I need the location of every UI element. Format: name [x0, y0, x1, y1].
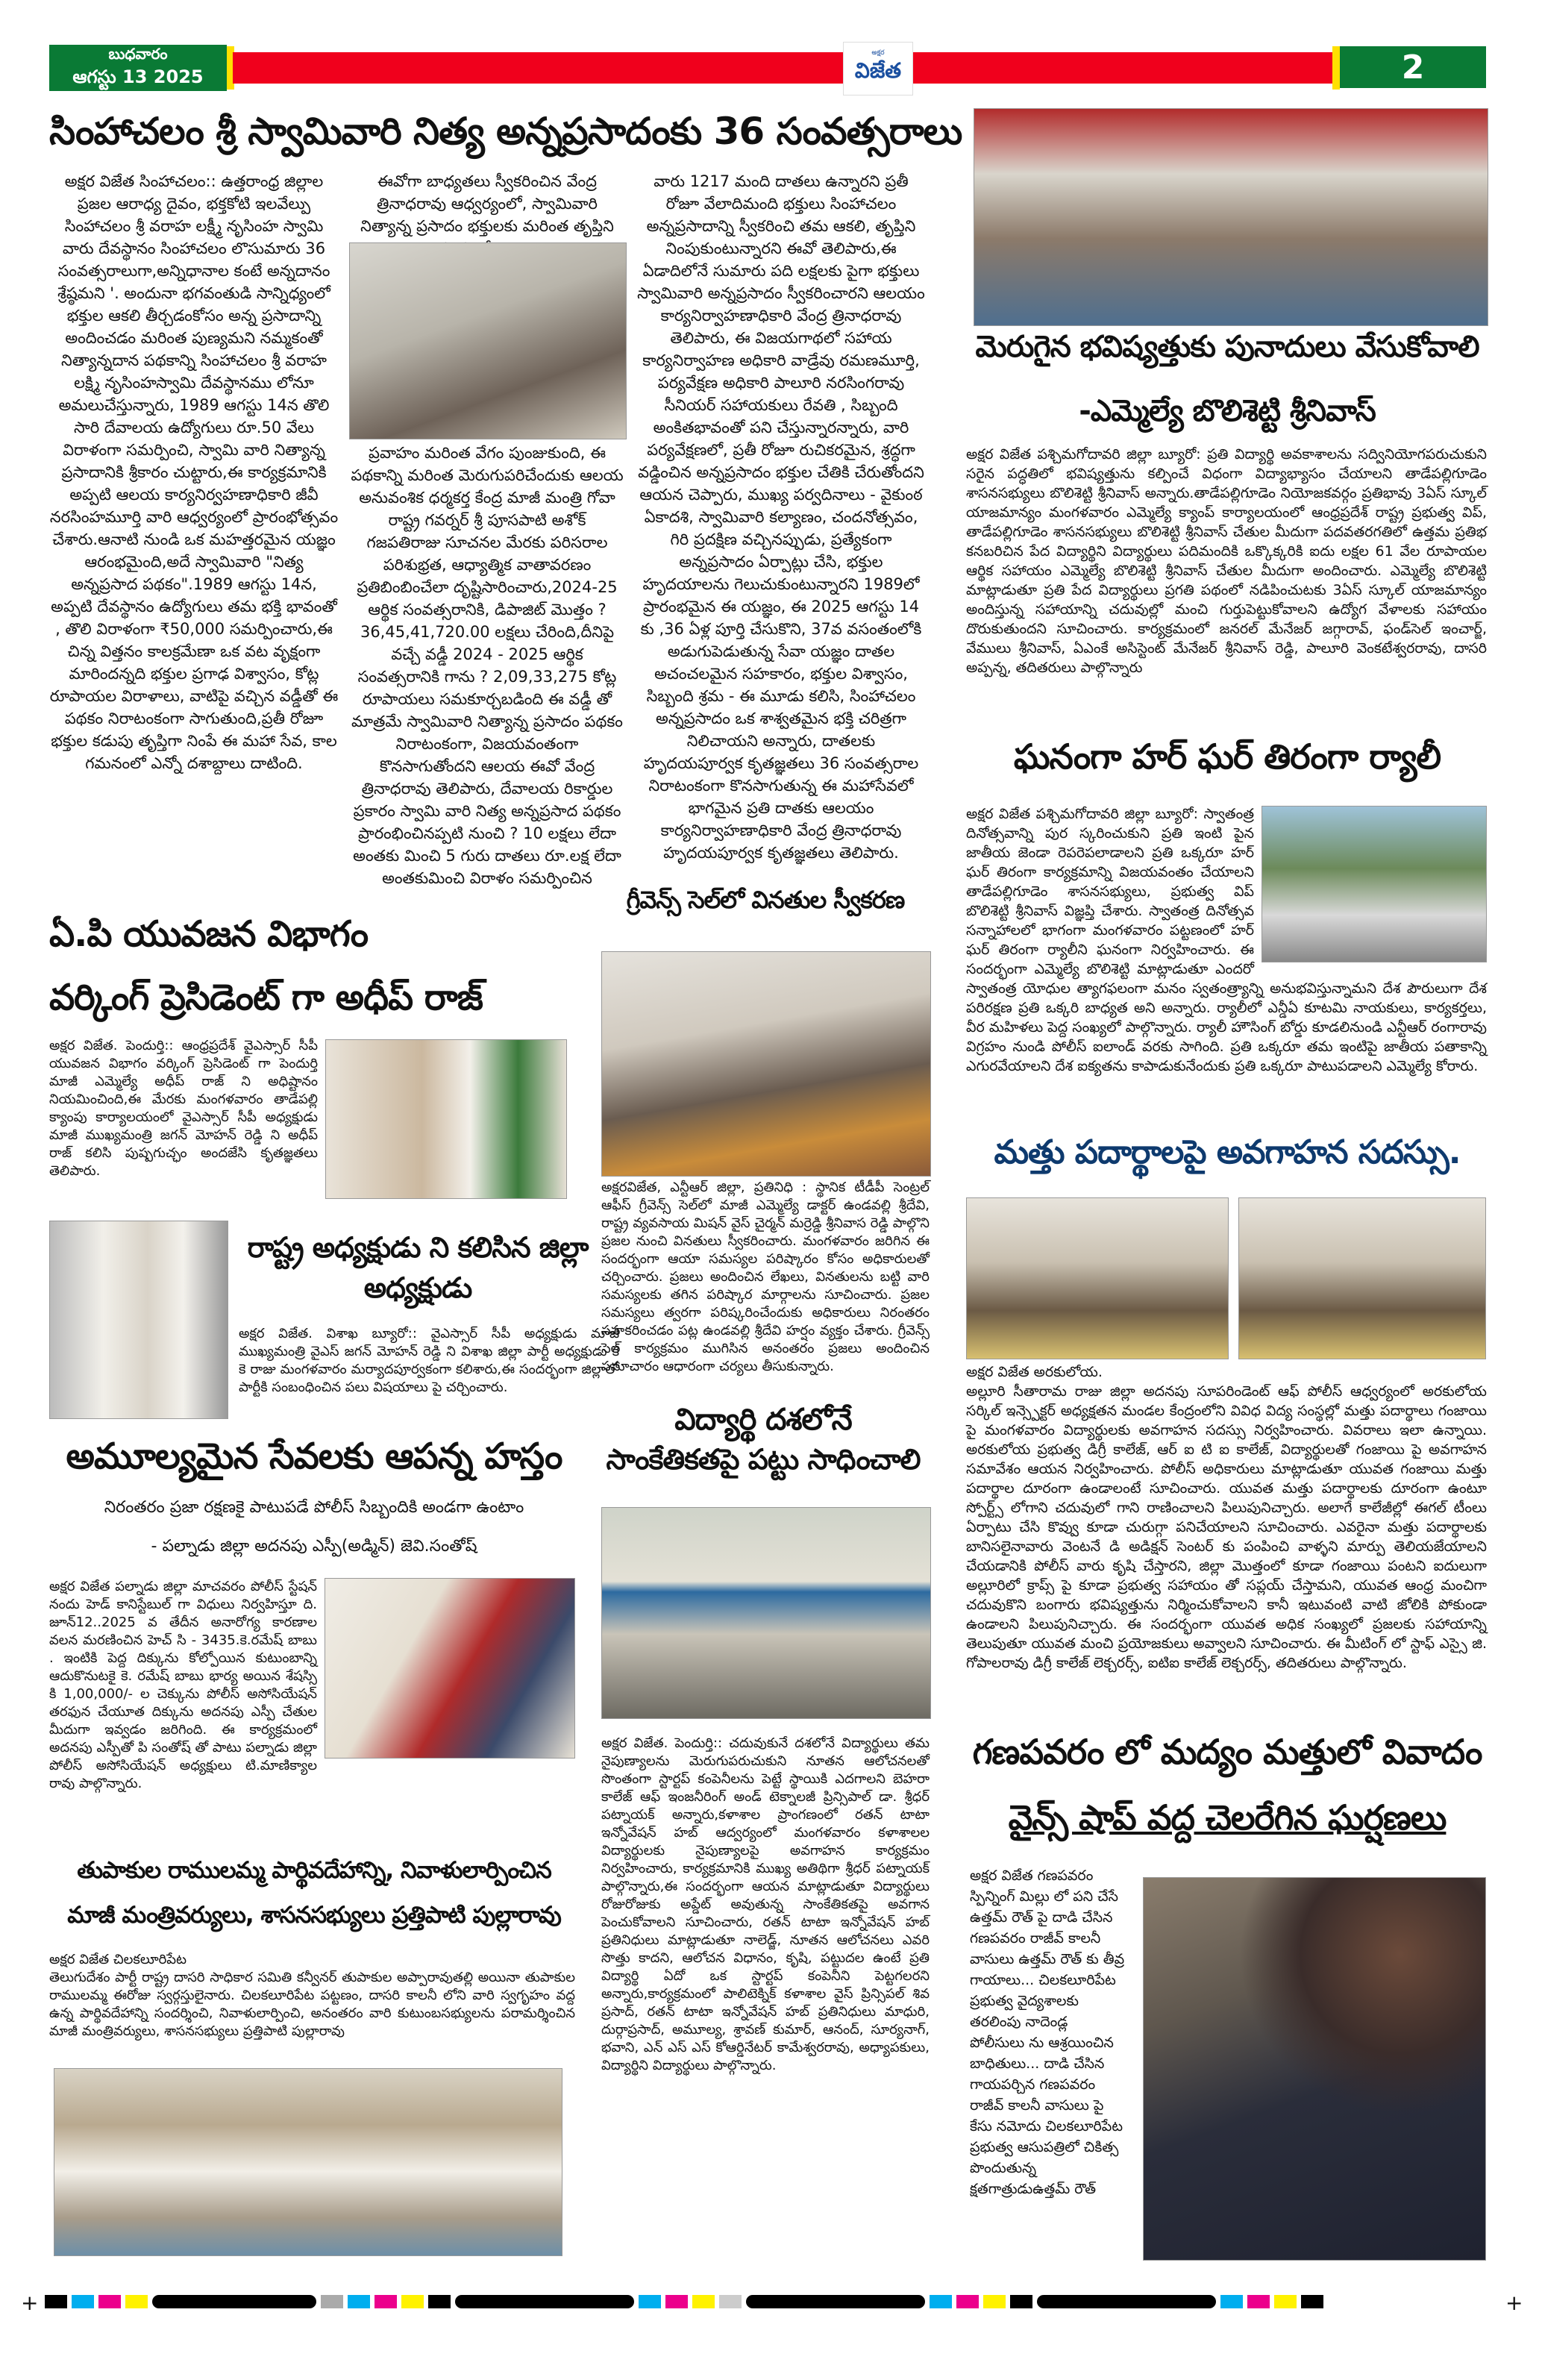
photo-tiranga-rally	[1262, 806, 1487, 962]
photo-innovation-hub-event	[601, 1507, 931, 1719]
crop-mark-left: +	[21, 2290, 39, 2315]
photo-awareness-1	[966, 1197, 1229, 1359]
photo-grievance-cell	[601, 951, 931, 1177]
photo-annaprasadam-hall	[349, 242, 627, 439]
photo-tribute	[54, 2068, 562, 2256]
article-grievance: అక్షరవిజేత, ఎన్టీఆర్ జిల్లా, ప్రతినిధి : స్థానిక టీడీపీ సెంట్రల్ ఆఫీస్ గ్రీవెన్స్ సెల్‌లో మాజీ ఎమ్మెల్యే డాక్టర్ ఉండవల్లి శ్రీదేవి, రాష్ట్ర వ్యవసాయ మిషన్ వైస్ చైర్మన్ మర్రెడ్డి శ్రీనివాస రెడ్డి పాల్గొని ప్రజల నుంచి వినతులు స్వీకరించారు. మంగళవారం జరిగిన ఈ సందర్భంగా ఆయా సమస్యల పరిష్కారం కోసం అధికారులతో చర్చించారు. ప్రజలు అందించిన లేఖలు, వినతులను బట్టి వారి సమస్యలకు తగిన పరిష్కార మార్గాలను సూచించారు. ప్రజల సమస్యలు త్వరగా పరిష్కరించేందుకు అధికారులు నిరంతరం సహకరించడం పట్ల ఉండవల్లి శ్రీదేవి హర్షం వ్యక్తం చేశారు. గ్రీవెన్స్ సెల్ కార్యక్రమం ముగిసిన అనంతరం ప్రజలు అందించిన సమాచారం ఆధారంగా చర్యలు తీసుకున్నారు.	[601, 1180, 930, 1374]
headline-ganapavaram-2: వైన్స్ షాప్ వద్ద చెలరేగిన ఘర్షణలు	[1008, 1797, 1447, 1838]
article-ganapavaram: అక్షర విజేత గణపవరం స్పిన్నింగ్ మిల్లు లో పని చేసే ఉత్తమ్ రౌత్ పై దాడి చేసిన గణపవరం రాజీవ్ కాలనీ వాసులు ఉత్తమ్ రౌత్ కు తీవ్ర గాయాలు... చిలకలూరిపేట ప్రభుత్వ వైద్యశాలకు తరలింపు నాదెండ్ల పోలీసులు ను ఆశ్రయించిన బాధితులు... దాడి చేసిన గాయపర్చిన గణపవరం రాజీవ్ కాలనీ వాసులు పై కేసు నమోదు చిలకలూరిపేట ప్రభుత్వ ఆసుపత్రిలో చికిత్స పొందుతున్న క్షతగాత్రుడుఉత్తమ్ రౌత్	[970, 1867, 1125, 2197]
subhead-bolisetti: -ఎమ్మెల్యే బొలిశెట్టి శ్రీనివాస్	[1079, 394, 1376, 428]
headline-simhachalam: సింహాచలం శ్రీ స్వామివారి నిత్య అన్నప్రసాదంకు 36 సంవత్సరాలు	[49, 110, 962, 153]
color-registration-bar	[45, 2293, 1492, 2310]
headline-adeep-2: వర్కింగ్ ప్రెసిడెంట్ గా అధీప్ రాజ్	[49, 977, 483, 1018]
date-box	[49, 45, 227, 91]
headline-drug-awareness: మత్తు పదార్థాలపై అవగాహన సదస్సు.	[994, 1133, 1461, 1171]
issue-date: ఆగస్టు 13 2025	[72, 66, 204, 87]
article-simhachalam-col3: వారు 1217 మంది దాతలు ఉన్నారని ప్రతీ రోజూ వేలాదిమంది భక్తులు సింహాచలం అన్నప్రసాదాన్ని స్వీకరించి తమ ఆకలి, తృప్తిని నింపుకుంటున్నారని ఈవో తెలిపారు,ఈ ఏడాదిలోనే సుమారు పది లక్షలకు పైగా భక్తులు స్వామివారి అన్నప్రసాదం స్వీకరించారని ఆలయం కార్యనిర్వాహణాధికారి వేంద్ర త్రినాధరావు తెలిపారు, ఈ విజయగాథలో సహాయ కార్యనిర్వాహణ అధికారి వాడ్రేవు రమణమూర్తి, పర్యవేక్షణ అధికారి పాలూరి నరసింగరావు సీనియర్ సహాయకులు రేవతి , సిబ్బంది అంకితభావంతో పని చేస్తున్నారన్నారు, వారి పర్యవేక్షణలో, ప్రతీ రోజూ రుచికరమైన, శ్రద్ధగా వడ్డించిన అన్నప్రసాదం భక్తుల చేతికి చేరుతోందని ఆయన చెప్పారు, ముఖ్య పర్వదినాలు - వైకుంఠ ఏకాదశి, స్వామివారి కల్యాణం, చందనోత్సవం, గిరి ప్రదక్షిణ వచ్చినప్పుడు, ప్రత్యేకంగా అన్నప్రసాదం ఏర్పాట్లు చేసి, భక్తుల హృదయాలను గెలుచుకుంటున్నారని 1989లో ప్రారంభమైన ఈ యజ్ఞం, ఈ 2025 ఆగస్టు 14 కు ,36 ఏళ్ల పూర్తి చేసుకొని, 37వ వసంతంలోకి అడుగుపెడుతున్న సేవా యజ్ఞం దాతల అచంచలమైన సహకారం, భక్తుల విశ్వాసం, సిబ్బంది శ్రమ - ఈ మూడు కలిసి, సింహాచలం అన్నప్రసాదం ఒక శాశ్వతమైన భక్తి చరిత్రగా నిలిచాయని అన్నారు, దాతలకు హృదయపూర్వక కృతజ్ఞతలు 36 సంవత్సరాల నిరాటంకంగా కొనసాగుతున్న ఈ మహాసేవలో భాగమైన ప్రతి దాతకు ఆలయం కార్యనిర్వాహణాధికారి వేంద్ర త్రినాధరావు హృదయపూర్వక కృతజ్ఞతలు తెలిపారు.	[637, 172, 925, 862]
headline-students-tech-2: సాంకేతికతపై పట్టు సాధించాలి	[606, 1443, 921, 1476]
headline-ganapavaram-1: గణపవరం లో మద్యం మత్తులో వివాదం	[972, 1732, 1482, 1772]
page-number-box	[1340, 46, 1486, 88]
photo-adeep-jagan	[325, 1039, 567, 1199]
subhead-police-aid-1: నిరంతరం ప్రజా రక్షణకై పాటుపడే పోలీస్ సిబ్బందికి అండగా ఉంటాం	[104, 1498, 524, 1517]
headline-tiranga: ఘనంగా హర్ ఘర్ తిరంగా ర్యాలీ	[1013, 736, 1441, 777]
photo-cheque-handover	[325, 1578, 575, 1759]
headline-police-aid: అమూల్యమైన సేవలకు ఆపన్న హస్తం	[66, 1435, 562, 1477]
photo-injured-man	[1143, 1877, 1486, 2261]
headline-bolisetti: మెరుగైన భవిష్యత్తుకు పునాదులు వేసుకోవాలి	[975, 330, 1479, 364]
crop-mark-right: +	[1505, 2290, 1523, 2315]
photo-mla-students	[974, 108, 1488, 326]
article-bolisetti: అక్షర విజేత పశ్చిమగోదావరి జిల్లా బ్యూరో: ప్రతి విద్యార్థి అవకాశాలను సద్వినియోగపరుచుకుని సరైన పద్ధతిలో భవిష్యత్తును కల్పించే విధంగా విద్యాభ్యాసం చేయాలని తాడేపల్లిగూడెం శాసనసభ్యులు బొలిశెట్టి శ్రీనివాస్ అన్నారు.తాడేపల్లిగూడెం నియోజకవర్గం ప్రతిభావు 3ఏస్ స్కూల్‌ యాజమాన్యం మంగళవారం ఎమ్మెల్యే క్యాంప్ కార్యాలయంలో ఆంధ్రప్రదేశ్ రాష్ట్ర ప్రభుత్వ విప్, తాడేపల్లిగూడెం శాసనసభ్యులు బొలిశెట్టి శ్రీనివాస్ చేతుల మీదుగా పదవతరగతిలో ఉత్తమ ప్రతిభ కనబరిచిన పేద విద్యార్థిని విద్యార్థులు పదిమందికి ఒక్కొక్కరికి ఐదు లక్షల 61 వేల రూపాయల ఆర్థిక సహాయం ఎమ్మెల్యే బొలిశెట్టి శ్రీనివాస్ చేతుల మీదుగా అందించారు. ఎమ్మెల్యే బొలిశెట్టి మాట్లాడుతూ ప్రతి పేద విద్యార్థులు ప్రగతి పథంలో నడిపించుటకు 3ఏస్ స్కూల్ యాజమాన్యం అందిస్తున్న సహాయాన్ని చదువుల్లో మంచి గుర్తుపెట్టుకోవాలని ఉద్యోగ వేళాలకు సహాయం దొరుకుతుందని సూచించారు. కార్యక్రమంలో జనరల్ మేనేజర్ జగ్గారావ్, ఫండ్‌సెల్ ఇంచార్జ్, వేములు శ్రీనివాస్, ఏఎంకే అసిస్టెంట్ మేనేజర్ శ్రీనివాస్ రెడ్డి, పాలూరి వెంకటేశ్వరరావు, దాసరి అప్పన్న, తదితరులు పాల్గొన్నారు	[966, 446, 1487, 676]
headline-students-tech-1: విద్యార్థి దశలోనే	[674, 1403, 852, 1437]
article-students-tech: అక్షర విజేత. పెందుర్తి:: చదువుకునే దశలోనే విద్యార్థులు తమ నైపుణ్యాలను మెరుగుపరుచుకుని నూతన ఆలోచనలతో సొంతంగా స్టార్టప్ కంపెనీలను పెట్టే స్థాయికి ఎదగాలని బెహరా కాలేజ్ ఆఫ్ ఇంజనీరింగ్ అండ్ టెక్నాలజీ ప్రిన్సిపాల్ డా. శ్రీధర్ పట్నాయక్ అన్నారు,కళాశాల ప్రాంగణంలో రతన్ టాటా ఇన్నోవేషన్ హబ్ ఆద్వర్యంలో మంగళవారం కళాశాలల విద్యార్థులకు నైపుణ్యాలపై అవగాహన కార్యక్రమం నిర్వహించారు, కార్యక్రమానికి ముఖ్య అతిథిగా శ్రీధర్ పట్నాయక్ పాల్గొన్నారు,ఈ సందర్భంగా ఆయన మాట్లాడుతూ విద్యార్థులు రోజురోజుకు అప్డేట్ అవుతున్న సాంకేతికతపై అవగాన పెంచుకోవాలని సూచించారు, రతన్ టాటా ఇన్నోవేషన్ హబ్ ప్రతినిధులు మాట్లాడుతూ నాలెడ్జ్, నూతన ఆలోచనలు ఎవరి సొత్తు కాదని, ఆలోచన విధానం, కృషి, పట్టుదల ఉంటే ప్రతి విద్యార్థి ఏదో ఒక స్టార్టప్ కంపెనీని పెట్టగలరని అన్నారు,కార్యక్రమంలో పాలిటెక్నిక్ కళాశాల వైస్ ప్రిన్సిపల్ శివ ప్రసాద్, రతన్ టాటా ఇన్నోవేషన్ హబ్ ప్రతినిధులు మాధురి, దుర్గాప్రసాద్, అమూల్య, శ్రావణ్ కుమార్, ఆనంద్, సూర్యనాగ్, భవాని, ఎన్ ఎస్ ఎస్ కోఆర్డినేటర్ కామేశ్వరరావు, అధ్యాపకులు, విద్యార్థిని విద్యార్థులు పాల్గొన్నారు.	[601, 1735, 930, 2073]
headline-tupakula-2: మాజీ మంత్రివర్యులు, శాసనసభ్యులు ప్రత్తిపాటి పుల్లారావు	[67, 1902, 561, 1929]
newspaper-logo: అక్షర విజేత	[843, 42, 913, 95]
headline-district-president: రాష్ట్ర అధ్యక్షుడు ని కలిసిన జిల్లా అధ్యక్షుడు	[247, 1231, 589, 1304]
article-drug-awareness: అక్షర విజేత అరకులోయ. అల్లూరి సీతారామ రాజు జిల్లా అదనపు సూపరిండెంట్ ఆఫ్ పోలీస్ ఆధ్వర్యంలో అరకులోయ సర్కిల్ ఇన్స్పెక్టర్ అధ్యక్షతన మండల కేంద్రంలోని వివిధ విద్య సంస్థల్లో మత్తు పదార్థాలు గంజాయి పై మంగళవారం విద్యార్థులకు అవగాహన సదస్సు నిర్వహించారు. వివరాలు ఇలా ఉన్నాయి. అరకులోయ ప్రభుత్వ డిగ్రీ కాలేజ్, ఆర్ ఐ టి ఐ కాలేజ్, విద్యార్థులతో గంజాయి పై అవగాహన సమావేశం ఆయన నిర్వహించారు. పోలీస్ అధికారులు మాట్లాడుతూ యువత గంజాయి మత్తు పదార్థాల దూరంగా ఉండాలంటే సూచించారు. యువత మత్తు పదార్థాలకు దూరంగా ఉంటూ స్పోర్ట్స్ లోగాని చదువులో గాని రాణించాలని పిలుపునిచ్చారు. అలాగే కాలేజీల్లో ఈగల్ టీంలు ఏర్పాటు చేసి కొవ్వు కూడా చురుగ్గా పనిచేయాలని సూచించారు. ఎవరైనా మత్తు పదార్థాలకు బానిసలైనావారు వెంటనే డి అడిక్షన్ సెంటర్ కు పంపించి వాళ్ళని మార్పు తెలియజేయాలని చేయడానికి పోలీస్ వారు కృషి చేస్తారని, జిల్లా మొత్తంలో కూడా గంజాయి పంటని ఐదులుగా అల్లూరిలో క్రాప్స్ పై కూడా ప్రభుత్వ సహాయం తో సప్లయ్ చేస్తామని, యువత ఆంధ్ర మంచిగా చదువుకొని బంగారు భవిష్యత్తును నిర్మించుకోవాలని కానీ ఇటువంటి వాటి జోలికి పోకుండా ఉండాలని పిలుపునిచ్చారు. ఈ సందర్భంగా యువత అధిక సంఖ్యలో ప్రజలకు సహాయాన్ని తెలుపుతూ యువత మంచి ప్రయోజకులు అవ్వాలని సూచించారు. ఈ మీటింగ్ లో స్టాఫ్ ఎస్సై జి. గోపాలరావు డిగ్రీ కాలేజ్ లెక్చరర్స్, ఐటిఐ కాలేజ్ లెక్చరర్స్, తదితరులు పాల్గొన్నారు.	[966, 1364, 1487, 1671]
headline-adeep-1: ఏ.పి యువజన విభాగం	[49, 913, 369, 955]
subhead-police-aid-2: - పల్నాడు జిల్లా అదనపు ఎస్పీ(అడ్మిన్) జెవి.సంతోష్	[151, 1537, 477, 1556]
photo-kk-raju-jagan	[49, 1221, 228, 1419]
headline-grievance: గ్రీవెన్స్ సెల్‌లో వినతుల స్వీకరణ	[626, 886, 905, 914]
article-district-president: అక్షర విజేత. విశాఖ బ్యూరో:: వైఎస్సార్ సీపీ అధ్యక్షుడు మాజీ ముఖ్యమంత్రి వైఎస్ జగన్ మోహన్ రెడ్డి ని విశాఖ జిల్లా పార్టీ అధ్యక్షుడు కె కె రాజు మంగళవారం మర్యాదపూర్వకంగా కలిశారు,ఈ సందర్భంగా జిల్లాలో పార్టీకి సంబంధించిన పలు విషయాలు పై చర్చించారు.	[239, 1326, 619, 1395]
masthead-bar	[233, 52, 1335, 84]
article-simhachalam-col2-bottom: ప్రవాహం మరింత వేగం పుంజుకుంది, ఈ పథకాన్ని మరింత మెరుగుపరిచేందుకు ఆలయ అనువంశిక ధర్మకర్త కేంద్ర మాజీ మంత్రి గోవా రాష్ట్ర గవర్నర్ శ్రీ పూసపాటి అశోక్ గజపతిరాజు సూచనల మేరకు పరిసరాల పరిశుభ్రత, ఆధ్యాత్మిక వాతావరణం ప్రతిబింబించేలా దృష్టిసారించారు,2024-25 ఆర్థిక సంవత్సరానికి, డిపాజిట్ మొత్తం ? 36,45,41,720.00 లక్షలు చేరింది,దీనిపై వచ్చే వడ్డీ 2024 - 2025 ఆర్థిక సంవత్సరానికి గాను ? 2,09,33,275 కోట్ల రూపాయలు సమకూర్చబడింది ఈ వడ్డీ తో మాత్రమే స్వామివారి నిత్యాన్న ప్రసాదం పథకం నిరాటంకంగా, విజయవంతంగా కొనసాగుతోందని ఆలయ ఈవో వేంద్ర త్రినాధరావు తెలిపారు, దేవాలయ రికార్డుల ప్రకారం స్వామి వారి నిత్య అన్నప్రసాద పథకం ప్రారంభించినప్పటి నుంచి ? 10 లక్షలు లేదా అంతకు మించి 5 గురు దాతలు రూ.లక్ష లేదా అంతకుమించి విరాళం సమర్పించిన	[351, 444, 624, 887]
photo-awareness-2	[1238, 1197, 1486, 1359]
page-number: 2	[1401, 48, 1425, 87]
article-simhachalam-col2-top: ఈవోగా బాధ్యతలు స్వీకరించిన వేంద్ర త్రినాధరావు ఆధ్వర్యంలో, స్వామివారి నిత్యాన్న ప్రసాదం భక్తులకు మరింత తృప్తిని	[360, 172, 614, 235]
article-police-aid: అక్షర విజేత పల్నాడు జిల్లా మాచవరం పోలీస్ స్టేషన్ నందు హెడ్ కానిస్టేబుల్ గా విధులు నిర్వహిస్తూ ది. జూన్12..2025 వ తేదీన అనారోగ్య కారణాల వలన మరణించిన హెచ్ సి - 3435.కె.రమేష్ బాబు . ఇంటికి పెద్ద దిక్కును కోల్పోయిన కుటుంబాన్ని ఆదుకొనుటకై కె. రమేష్ బాబు భార్య అయిన శేషస్సి కి 1,00,000/- ల చెక్కును పోలీస్ అసోసియేషన్ తరఫున చేయూత దిక్కును అదనపు ఎస్పీ చేతుల మీదుగా ఇవ్వడం జరిగింది. ఈ కార్యక్రమంలో అదనపు ఎస్పీతో పి సంతోష్ తో పాటు పల్నాడు జిల్లా పోలీస్ అసోసియేషన్ అధ్యక్షులు టి.మాణిక్యాల రావు పాల్గొన్నారు.	[49, 1578, 575, 1839]
article-tupakula: అక్షర విజేత చిలకలూరిపేట తెలుగుదేశం పార్టీ రాష్ట్ర దాసరి సాధికార సమితి కన్వీనర్ తుపాకుల అప్పారావుతల్లి అయినా తుపాకుల రాములమ్మ ఈరోజు స్వర్గస్తులైనారు. చిలకలూరిపేట పట్టణం, దాసరి కాలనీ లోని వారి స్వగృహం వద్ద ఉన్న పార్థివదేహాన్ని సందర్శించి, నివాళులార్పించి, అనంతరం వారి కుటుంబసభ్యులను పరామర్శించిన మాజీ మంత్రివర్యులు, శాసనసభ్యులు ప్రత్తిపాటి పుల్లారావు	[49, 1952, 575, 2039]
weekday: బుధవారం	[108, 44, 168, 63]
article-adeep: అక్షర విజేత. పెందుర్తి:: ఆంధ్రప్రదేశ్ వైఎస్సార్ సీపీ యువజన విభాగం వర్కింగ్ ప్రెసిడెంట్ గా పెందుర్తి మాజీ ఎమ్మెల్యే అధీప్ రాజ్ ని అధిష్టానం నియమించింది,ఈ మేరకు మంగళవారం తాడేపల్లి క్యాంపు కార్యాలయంలో వైఎస్సార్ సీపీ అధ్యక్షుడు మాజీ ముఖ్యమంత్రి జగన్ మోహన్ రెడ్డి ని అధీప్ రాజ్ కలిసి పుష్పగుచ్ఛం అందజేసి కృతజ్ఞతలు తెలిపారు.	[49, 1038, 318, 1179]
yellow-accent	[1332, 46, 1340, 90]
headline-tupakula-1: తుపాకుల రాములమ్మ పార్థివదేహాన్ని, నివాళులార్పించిన	[77, 1857, 551, 1884]
article-simhachalam-col1: అక్షర విజేత సింహాచలం:: ఉత్తరాంధ్ర జిల్లాల ప్రజల ఆరాధ్య దైవం, భక్తకోటి ఇలవేల్పు సింహాచలం శ్రీ వరాహ లక్ష్మీ నృసింహ స్వామి వారు దేవస్థానం సింహాచలం లొసుమారు 36 సంవత్సరాలుగా,అన్నిధానాల కంటే అన్నదానం శ్రేష్ఠమని '. అందునా భగవంతుడి సాన్నిధ్యంలో భక్తుల ఆకలి తీర్చడంకోసం అన్న ప్రసాదాన్ని అందించడం మరింత పుణ్యమని నమ్మకంతో నిత్యాన్నదాన పథకాన్ని సింహాచలం శ్రీ వరాహ లక్ష్మి నృసింహస్వామి దేవస్థానము లోనూ అమలుచేస్తున్నారు, 1989 ఆగస్టు 14న తొలి సారి దేవాలయ ఉద్యోగులు రూ.50 వేలు విరాళంగా సమర్పించి, స్వామి వారి నిత్యాన్న ప్రసాదానికి శ్రీకారం చుట్టారు,ఈ కార్యక్రమానికి అప్పటి ఆలయ కార్యనిర్వహణాధికారి జీవీ నరసింహమూర్తి వారి ఆధ్వర్యంలో ప్రారంభోత్సవం చేశారు.ఆనాటి నుండి ఒక మహత్తరమైన యజ్ఞం ఆరంభమైంది,అదే స్వామివారి "నిత్య అన్నప్రసాద పథకం".1989 ఆగస్టు 14న, అప్పటి దేవస్థానం ఉద్యోగులు తమ భక్తి భావంతో , తొలి విరాళంగా ₹50,000 సమర్పించారు,ఈ చిన్న విత్తనం కాలక్రమేణా ఒక వట వృక్షంగా మారిందన్నది భక్తుల ప్రగాఢ విశ్వాసం, కోట్ల రూపాయల విరాళాలు, వాటిపై వచ్చిన వడ్డీతో ఈ పథకం నిరాటంకంగా సాగుతుంది,ప్రతీ రోజూ భక్తుల కడుపు తృప్తిగా నింపే ఈ మహా సేవ, కాల గమనంలో ఎన్నో దశాబ్దాలు దాటింది.	[49, 172, 339, 772]
article-tiranga: అక్షర విజేత పశ్చిమగోదావరి జిల్లా బ్యూరో: స్వాతంత్ర దినోత్సవాన్ని పుర స్కరించుకుని ప్రతి ఇంటి పైన జాతీయ జెండా రెపరెపలాడాలని ప్రతి ఒక్కరూ హర్ ఘర్ తిరంగా కార్యక్రమాన్ని విజయవంతం చేయాలని తాడేపల్లిగూడెం శాసనసభ్యులు, ప్రభుత్వ విప్ బొలిశెట్టి శ్రీనివాస్ విజ్ఞప్తి చేశారు. స్వాతంత్ర దినోత్సవ సన్నాహాలలో భాగంగా మంగళవారం పట్టణంలో హర్ ఘర్ తిరంగా ర్యాలీని ఘనంగా నిర్వహించారు. ఈ సందర్భంగా ఎమ్మెల్యే బొలిశెట్టి మాట్లాడుతూ ఎందరో స్వాతంత్ర యోధుల త్యాగఫలంగా మనం స్వతంత్ర్యాన్ని అనుభవిస్తున్నామని దేశ పౌరులుగా దేశ పరిరక్షణ ప్రతి ఒక్కరి బాధ్యత అని అన్నారు. ర్యాలీలో ఎన్డీఏ కూటమి నాయకులు, కార్యకర్తలు, వీర మహిళలు పెద్ద సంఖ్యలో పాల్గొన్నారు. ర్యాలీ హౌసింగ్ బోర్డు కూడలినుండి ఎన్టీఆర్ రంగారావు విగ్రహం నుండి పోలీస్ ఐలాండ్ వరకు సాగింది. ప్రతి ఒక్కరూ తమ ఇంటిపై జాతీయ పతాకాన్ని ఎగురవేయాలని దేశ ఐక్యతను కాపాడుకునేందుకు ప్రతి ఒక్కరూ పాటుపడాలని ఎమ్మెల్యే కోరారు.	[966, 806, 1487, 1074]
